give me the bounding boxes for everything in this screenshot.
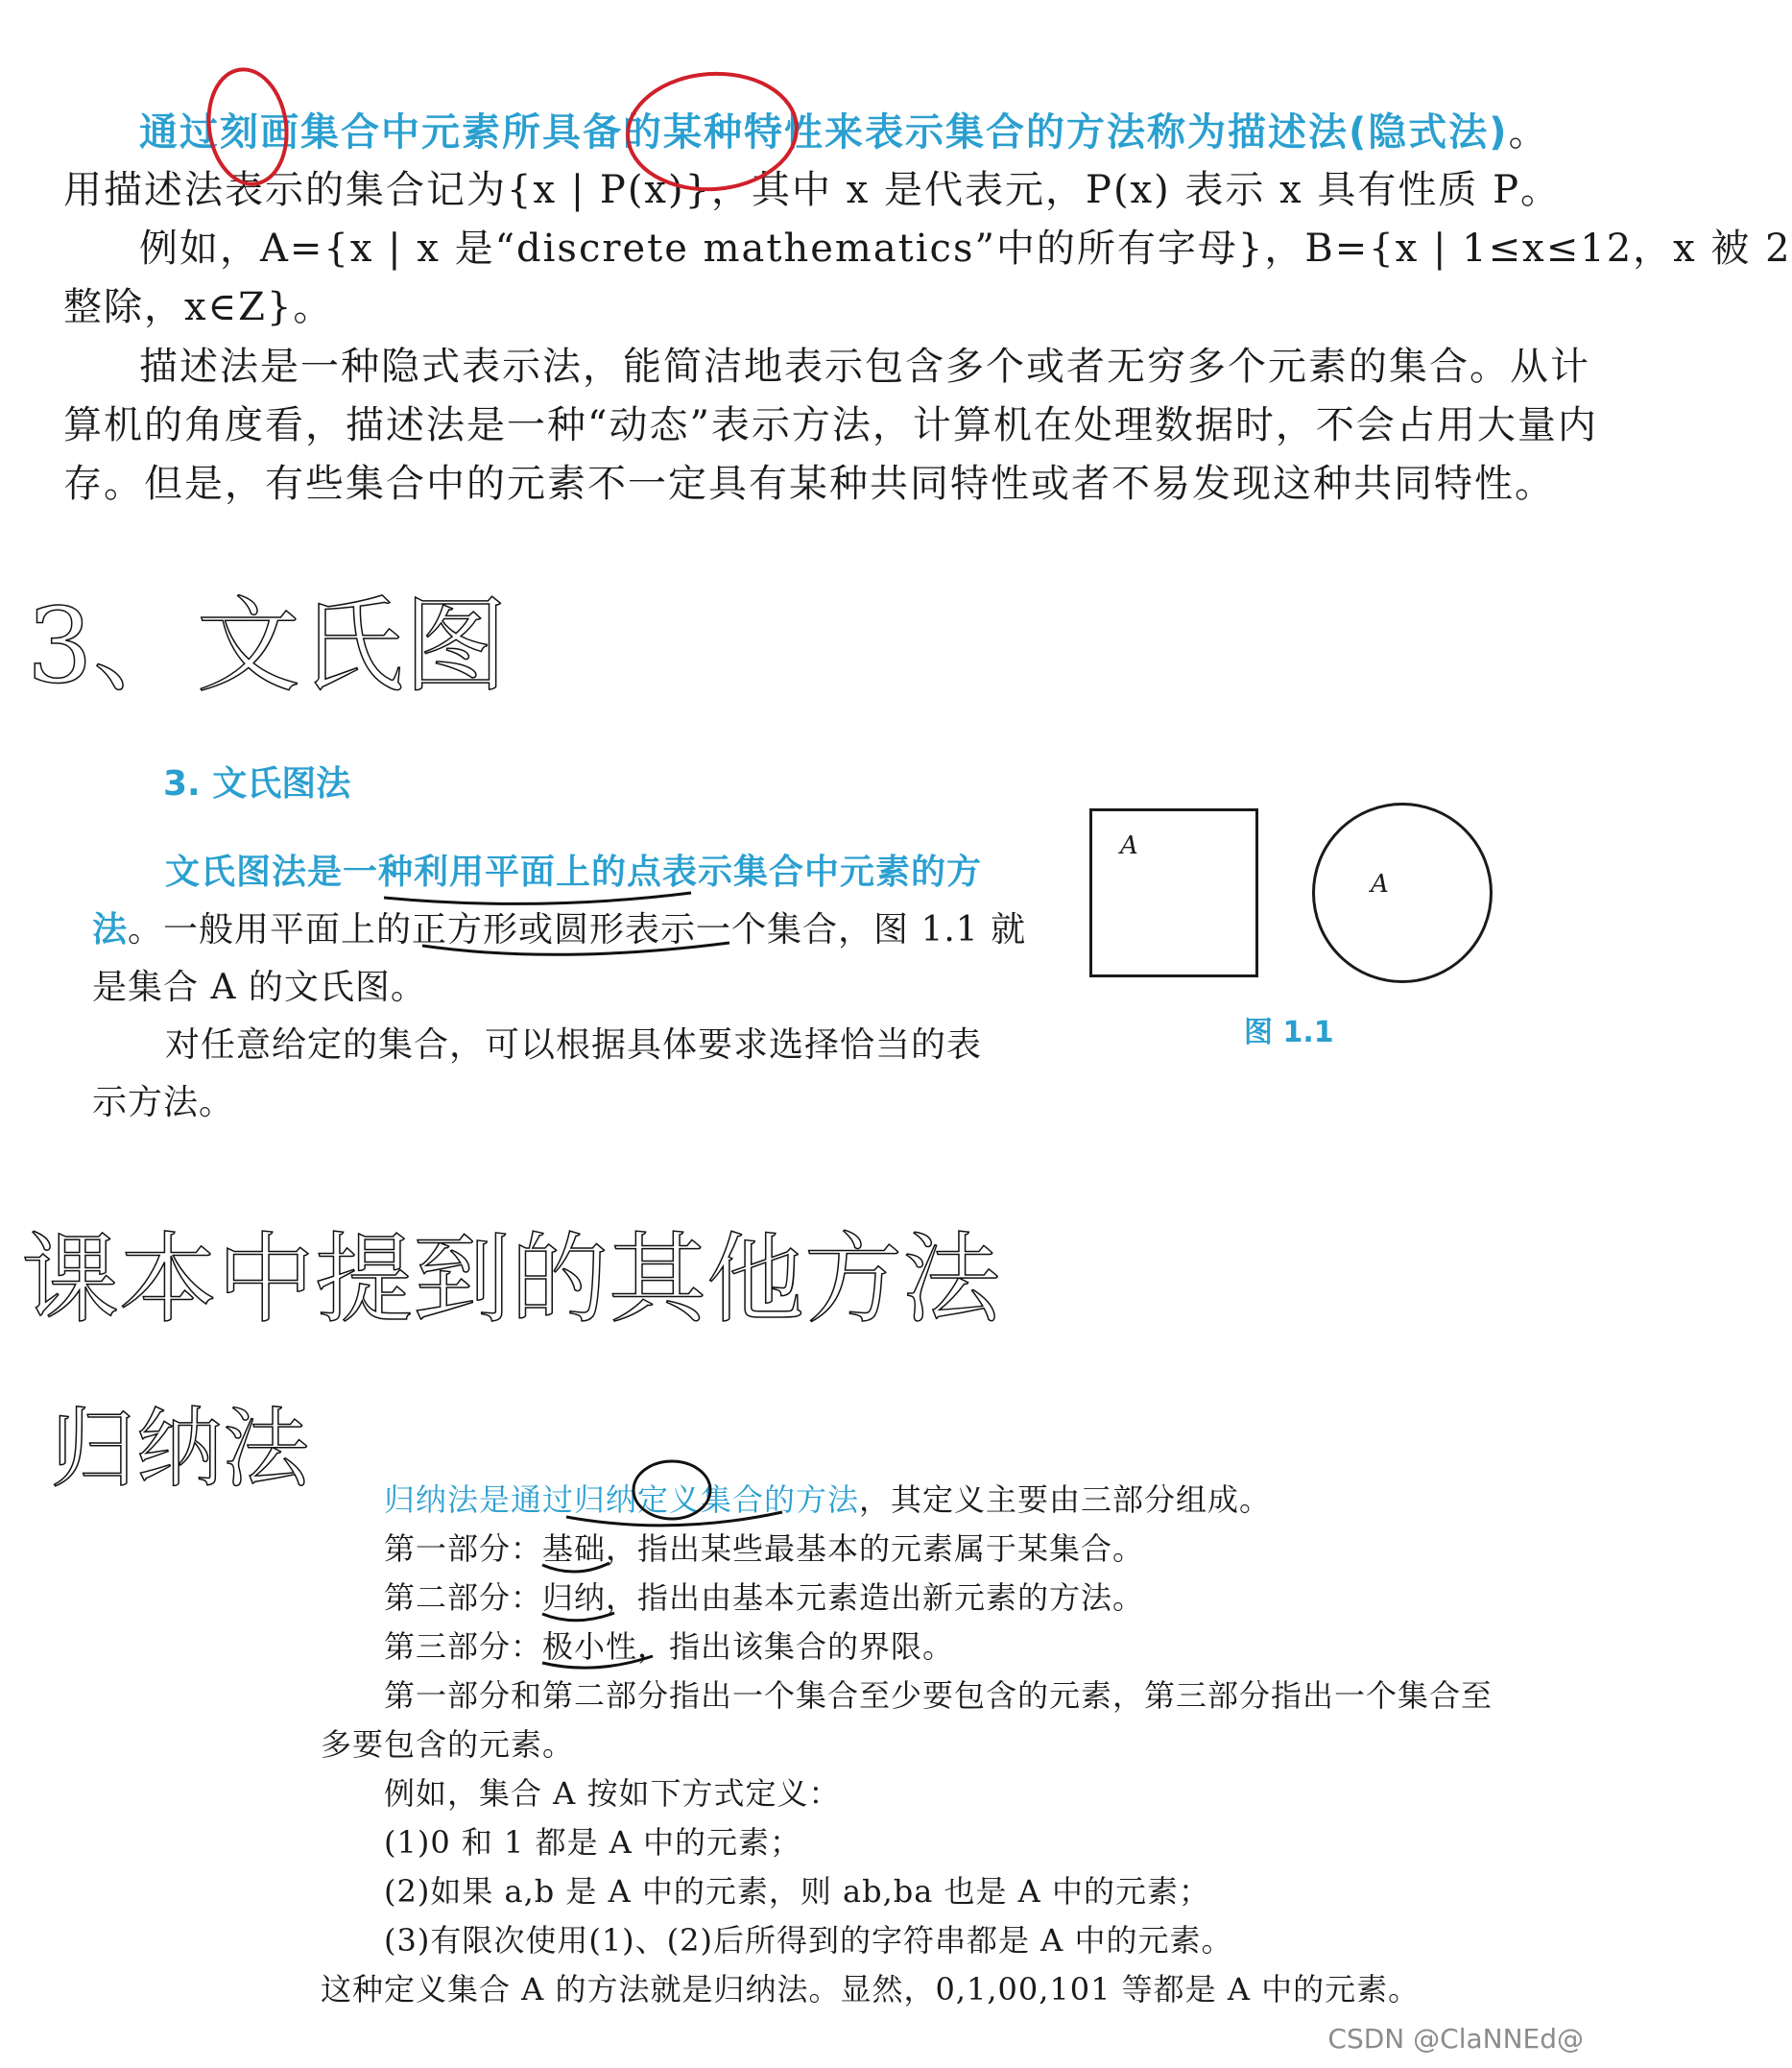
describe-line-5: 描述法是一种隐式表示法，能简洁地表示包含多个或者无穷多个元素的集合。从计 [139, 345, 1590, 389]
handwritten-induction: 归纳法 [50, 1399, 309, 1500]
induction-line-2: 第一部分：基础，指出某些最基本的元素属于某集合。 [384, 1530, 1145, 1567]
venn-line-1 [165, 845, 982, 894]
venn-line-5: 示方法。 [92, 1083, 235, 1122]
induction-line-8: (1)0 和 1 都是 A 中的元素； [384, 1824, 802, 1861]
induction-line-3: 第二部分：归纳，指出由基本元素造出新元素的方法。 [384, 1579, 1145, 1616]
circle-label: A [1371, 870, 1389, 899]
describe-definition: 通过刻画集合中元素所具备的某种特性来表示集合的方法称为描述法(隐式法) [139, 110, 1509, 155]
describe-line-2: 用描述法表示的集合记为{x | P(x)}，其中 x 是代表元，P(x) 表示 x 具有性质 P。 [63, 168, 1562, 212]
venn-circle [1312, 803, 1493, 983]
induction-line-9: (2)如果 a,b 是 A 中的元素，则 ab,ba 也是 A 中的元素； [384, 1873, 1210, 1910]
induction-line-1: 归纳法是通过归纳定义集合的方法，其定义主要由三部分组成。 [384, 1481, 1272, 1518]
induction-line-11: 这种定义集合 A 的方法就是归纳法。显然，0,1,00,101 等都是 A 中的元素。 [321, 1971, 1421, 2008]
venn-definition: 文氏图法是一种利用平面上的点表示集合中元素的方 [165, 853, 983, 892]
venn-line-2: 法。一般用平面上的正方形或圆形表示一个集合，图 1.1 就 [92, 910, 1027, 950]
induction-line-5: 第一部分和第二部分指出一个集合至少要包含的元素，第三部分指出一个集合至 [384, 1677, 1493, 1714]
watermark: CSDN @ClaNNEd@ [1327, 2023, 1584, 2055]
describe-line-6: 算机的角度看，描述法是一种“动态”表示方法，计算机在处理数据时，不会占用大量内 [63, 403, 1598, 447]
describe-line-3: 例如，A={x | x 是“discrete mathematics”中的所有字母}，B={x | 1≤x≤12，x 被 2 [139, 227, 1792, 271]
handwritten-venn-heading: 3、文氏图 [27, 587, 508, 707]
handwritten-other-methods: 课本中提到的其他方法 [21, 1223, 1000, 1337]
describe-line-7: 存。但是，有些集合中的元素不一定具有某种共同特性或者不易发现这种共同特性。 [63, 462, 1555, 506]
venn-line-4: 对任意给定的集合，可以根据具体要求选择恰当的表 [165, 1025, 983, 1065]
induction-line-6: 多要包含的元素。 [321, 1726, 575, 1763]
square-label: A [1120, 831, 1138, 860]
venn-line-3: 是集合 A 的文氏图。 [92, 968, 426, 1007]
induction-line-7: 例如，集合 A 按如下方式定义： [384, 1775, 841, 1812]
describe-line-4: 整除，x∈Z}。 [63, 285, 334, 329]
venn-cut-heading: 3. 文氏图法 [163, 764, 351, 804]
induction-definition: 归纳法是通过归纳定义集合的方法 [384, 1481, 860, 1518]
figure-caption: 图 1.1 [1244, 1016, 1334, 1049]
venn-square [1089, 808, 1258, 977]
induction-line-4: 第三部分：极小性，指出该集合的界限。 [384, 1628, 955, 1665]
induction-line-10: (3)有限次使用(1)、(2)后所得到的字符串都是 A 中的元素。 [384, 1922, 1233, 1959]
describe-line-1: 通过刻画集合中元素所具备的某种特性来表示集合的方法称为描述法(隐式法)。 [139, 110, 1549, 155]
